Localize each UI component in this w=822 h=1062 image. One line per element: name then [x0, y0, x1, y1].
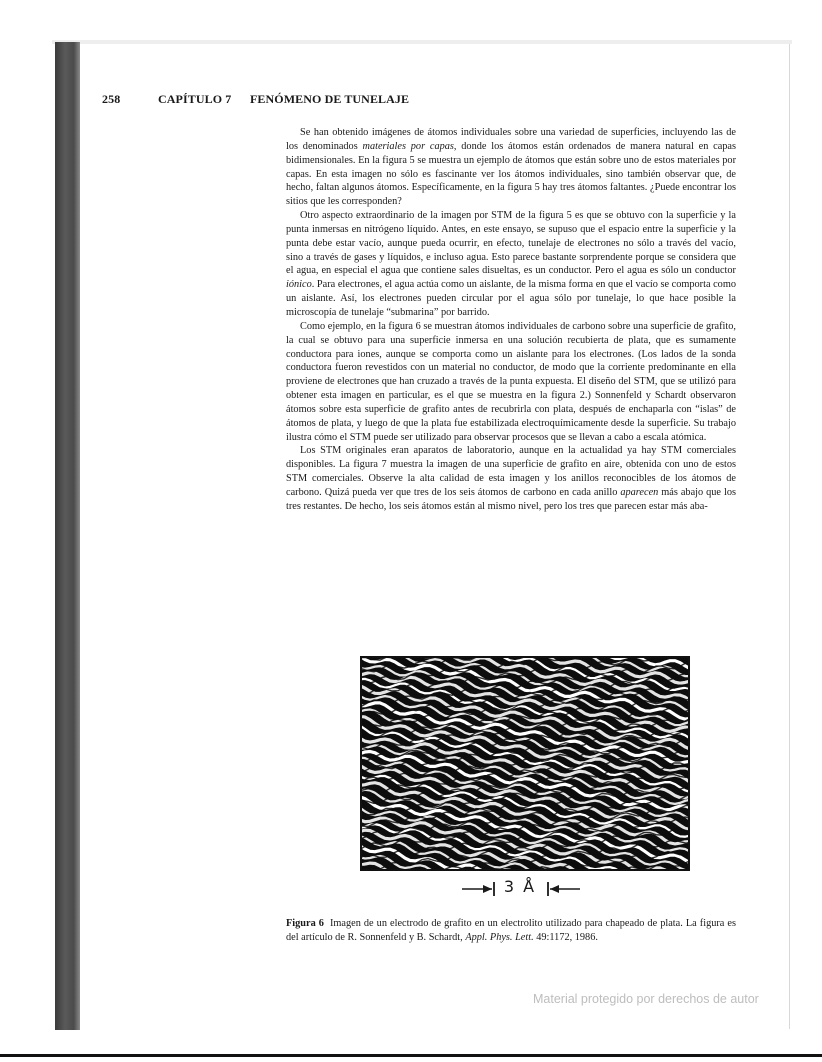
text-run: Los STM originales eran aparatos de laboratorio, aunque en la actualidad ya hay STM comerciales disponibles. La figura 7 muestra la imagen de una superficie de grafito en aire, obtenida con uno de estos STM comerciales. Observe la alta calidad de esta imagen y los anillos reconocibles de los átomos de carbono. Quizá pueda ver que tres de los seis átomos de carbono en cada anillo — [286, 445, 736, 498]
graphite-atoms-image — [360, 656, 690, 871]
chapter-label: CAPÍTULO 7 — [158, 92, 232, 106]
chapter-title: FENÓMENO DE TUNELAJE — [250, 92, 410, 106]
text-run: más abajo que los tres restantes. De hecho, los seis átomos están al mismo nivel, pero los tres que parecen estar más aba- — [286, 486, 736, 512]
caption-text: Imagen de un electrodo de grafito en un electrolito utilizado para chapeado de plata. La figura es del artículo de R. Sonnenfeld y B. Schardt, — [286, 918, 737, 943]
italic-term: aparecen — [620, 486, 659, 498]
page-top-edge — [52, 40, 792, 44]
body-paragraph — [286, 209, 736, 320]
italic-term: iónico — [286, 279, 312, 291]
text-run: , donde los átomos están ordenados de manera natural en capas bidimensionales. En la figura 5 se muestra un ejemplo de átomos que están sobre uno de estos materiales por capas. En esta imagen no sólo es fascinante ver los átomos individuales, sino también observar que, de hecho, faltan algunos átomos. Específicamente, en la figura 5 hay tres átomos faltantes. ¿Puede encontrar los sitios que les corresponden? — [286, 140, 736, 208]
scale-label: 3 Å — [503, 877, 537, 896]
text-run: . Para electrones, el agua actúa como un aislante, de la misma forma en que el vacío se comporta como un aislante. Así, los electrones pueden circular por el agua sólo por tunelaje, lo que hace posible la microscopía de tunelaje “submarina” por barrido. — [286, 279, 736, 318]
book-spine-shadow — [55, 42, 80, 1030]
page-number: 258 — [102, 92, 121, 106]
text-run: Como ejemplo, en la figura 6 se muestran átomos individuales de carbono sobre una superficie de grafito, la cual se obtuvo para una superficie inmersa en una solución recubierta de plata, que es sumamente conductora para iones, aunque se comporta como un aislante para los electrones. (Los lados de la sonda conductora fueron revestidos con un material no conductor, de modo que la corriente predominante en ella proviene de electrones que han cruzado a través de la punta expuesta. El diseño del STM, que se utilizó para obtener esta imagen en particular, es el que se muestra en la figura 2.) Sonnenfeld y Schardt observaron átomos sobre esta superficie de grafito antes de recubrirla con plata, después de enchaparla con “islas” de átomos de plata, y luego de que la plata fue estabilizada electroquímicamente desde la superficie. Su trabajo ilustra cómo el STM puede ser utilizado para observar procesos que se llevan a cabo a escala atómica. — [286, 320, 736, 443]
copyright-watermark: Material protegido por derechos de autor — [533, 992, 759, 1006]
body-text — [286, 126, 736, 514]
caption-label: Figura 6 — [286, 918, 324, 929]
italic-term: materiales por capas — [362, 140, 454, 152]
figure-caption — [286, 917, 736, 944]
text-run: Se han obtenido imágenes de átomos individuales sobre una variedad de superficies, incluyendo las de los denominados — [286, 127, 736, 152]
body-paragraph — [286, 126, 736, 209]
page-right-edge — [789, 44, 790, 1029]
body-paragraph — [286, 320, 736, 445]
journal-name: Appl. Phys. Lett. — [465, 931, 534, 943]
text-run: Otro aspecto extraordinario de la imagen por STM de la figura 5 es que se obtuvo con la superficie y la punta inmersas en nitrógeno líquido. Antes, en este ensayo, se supuso que el espacio entre la superficie y la punta debe estar vacío, aunque pueda ocurrir, en efecto, tunelaje de electrones no sólo a través del vacío, sino a través de gases y líquidos, e incluso agua. Esto parece bastante sorprendente porque se considera que el agua, en especial el agua que contiene sales disueltas, es un conductor. Pero el agua es sólo un conductor — [286, 210, 736, 277]
caption-text: 49:1172, 1986. — [533, 931, 598, 943]
bottom-divider — [0, 1054, 822, 1057]
body-paragraph — [286, 444, 736, 513]
stm-figure-image — [360, 656, 690, 871]
scale-bar — [456, 877, 584, 901]
